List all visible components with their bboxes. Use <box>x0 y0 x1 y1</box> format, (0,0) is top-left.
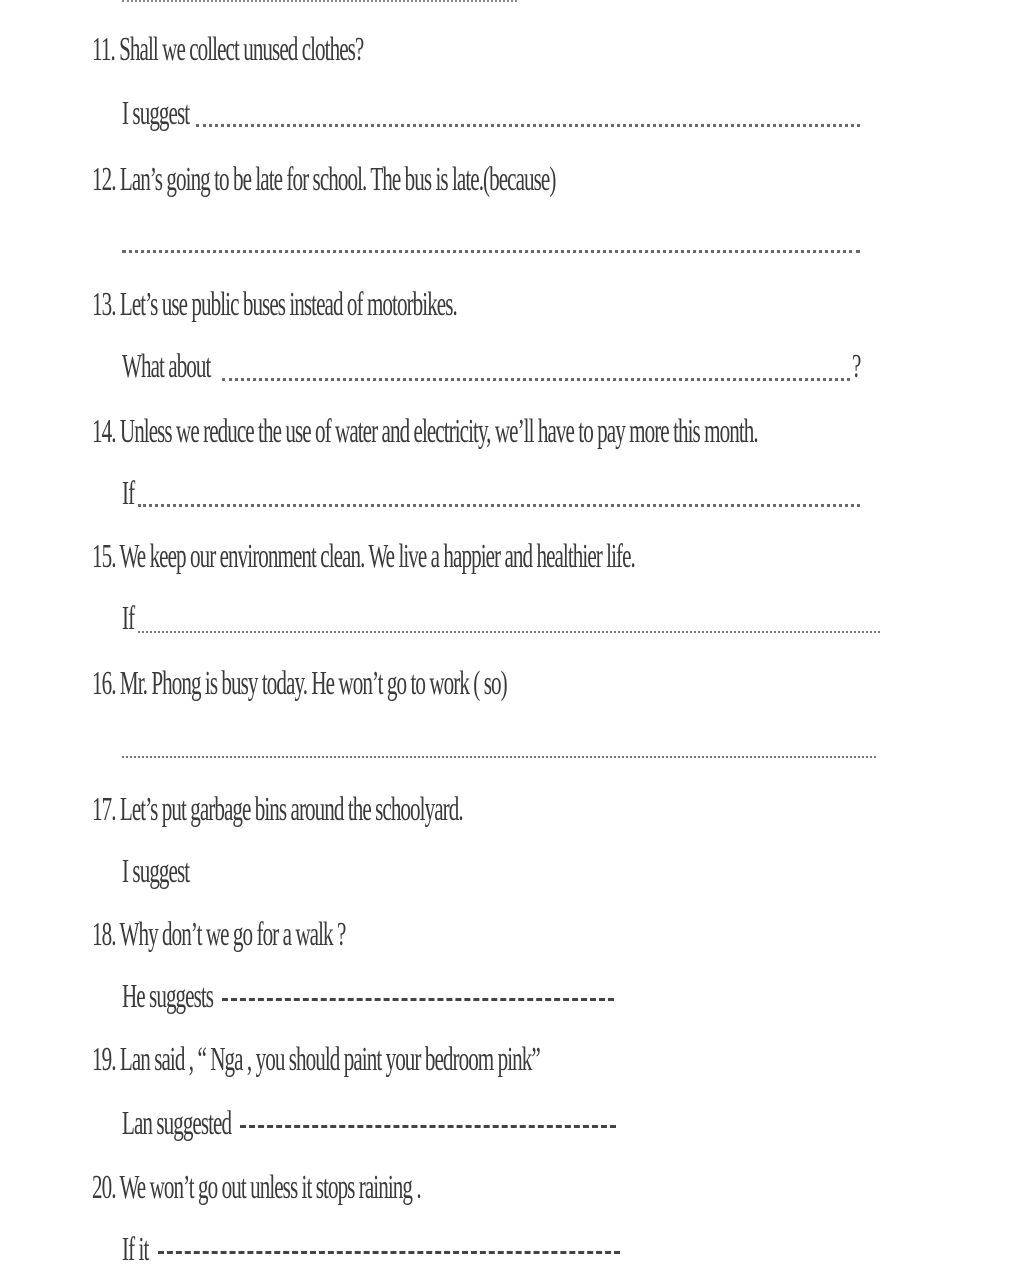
question-text: We keep our environment clean. We live a happier and healthier life. <box>119 538 635 575</box>
question-text: Mr. Phong is busy today. He won’t go to work ( so) <box>119 665 507 702</box>
question-text: Why don’t we go for a walk ? <box>119 916 346 953</box>
exercise-12-question <box>92 160 555 200</box>
exercise-14-question <box>92 412 758 452</box>
exercise-number: 12. <box>92 161 116 198</box>
exercise-11-answer-blank[interactable] <box>196 124 860 127</box>
exercise-number: 17. <box>92 791 116 828</box>
question-text: Let’s put garbage bins around the schoolyard. <box>119 791 463 828</box>
exercise-13-question <box>92 285 457 325</box>
question-text: Lan’s going to be late for school. The bus is late.(because) <box>119 161 556 198</box>
exercise-13-question-mark: ? <box>852 348 862 385</box>
exercise-11-prompt: I suggest <box>122 95 190 132</box>
exercise-13-prompt: What about <box>122 348 211 385</box>
exercise-15-question <box>92 537 635 577</box>
exercise-19-prompt: Lan suggested <box>122 1105 232 1142</box>
exercise-17-prompt: I suggest <box>122 853 190 890</box>
question-text: We won’t go out unless it stops raining . <box>119 1169 421 1206</box>
exercise-20-prompt: If it <box>122 1231 149 1268</box>
exercise-number: 18. <box>92 916 116 953</box>
exercise-number: 13. <box>92 286 116 323</box>
exercise-number: 19. <box>92 1041 116 1078</box>
exercise-11-question <box>92 30 363 70</box>
exercise-17-question <box>92 790 463 830</box>
exercise-18-prompt: He suggests <box>122 978 214 1015</box>
exercise-number: 20. <box>92 1169 116 1206</box>
exercise-14-prompt: If <box>122 475 135 512</box>
exercise-number: 16. <box>92 665 116 702</box>
exercise-12-answer-blank[interactable] <box>122 250 860 253</box>
exercise-number: 14. <box>92 413 116 450</box>
exercise-15-prompt: If <box>122 600 135 637</box>
exercise-13-answer-blank[interactable] <box>222 378 850 381</box>
exercise-18-question <box>92 915 345 955</box>
question-text: Let’s use public buses instead of motorbikes. <box>119 286 457 323</box>
exercise-16-answer-blank[interactable] <box>122 756 876 758</box>
exercise-20-question <box>92 1168 421 1208</box>
exercise-16-question <box>92 664 507 704</box>
question-text: Shall we collect unused clothes? <box>119 31 364 68</box>
exercise-15-answer-blank[interactable] <box>138 631 880 633</box>
exercise-number: 15. <box>92 538 116 575</box>
exercise-18-answer-blank[interactable] <box>222 998 614 1001</box>
exercise-19-answer-blank[interactable] <box>240 1125 616 1128</box>
exercise-14-answer-blank[interactable] <box>138 504 860 507</box>
question-text: Lan said , “ Nga , you should paint your bedroom pink” <box>119 1041 540 1078</box>
exercise-number: 11. <box>92 31 115 68</box>
previous-answer-line <box>122 0 517 2</box>
exercise-20-answer-blank[interactable] <box>158 1251 620 1254</box>
question-text: Unless we reduce the use of water and electricity, we’ll have to pay more this month. <box>119 413 758 450</box>
exercise-19-question <box>92 1040 540 1080</box>
